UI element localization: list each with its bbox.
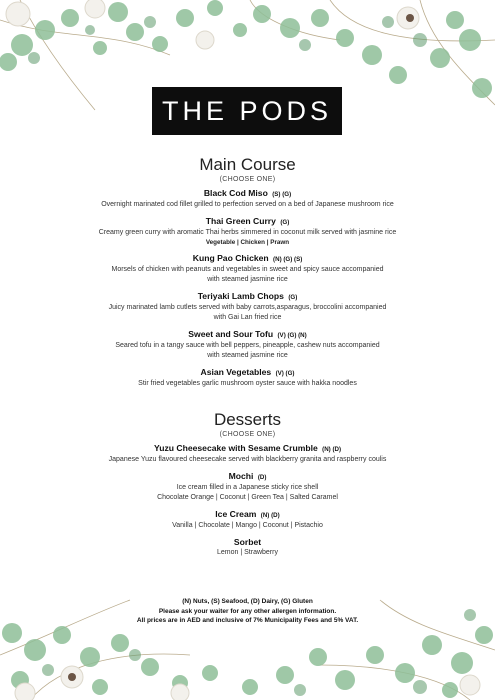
dish-name: Asian Vegetables — [200, 367, 272, 377]
dish-name: Sweet and Sour Tofu — [188, 329, 274, 339]
dish-name: Teriyaki Lamb Chops — [197, 291, 284, 301]
dish-options: Vegetable | Chicken | Prawn — [205, 239, 290, 246]
dish-description: Overnight marinated cod fillet grilled to perfection served on a bed of Japanese mushroom rice — [101, 201, 394, 208]
dish-tags: (N) (D) — [322, 446, 342, 453]
dish-sweet-and-sour-tofu — [20, 329, 475, 361]
eucalyptus-leaves-top — [0, 0, 492, 98]
dish-tags: (G) — [288, 294, 298, 301]
section-title-desserts: Desserts — [213, 410, 282, 429]
dish-tags: (G) — [280, 219, 290, 226]
dish-name: Yuzu Cheesecake with Sesame Crumble — [153, 443, 318, 453]
section-subtitle-desserts: (CHOOSE ONE) — [219, 431, 276, 438]
dish-asian-vegetables — [20, 367, 475, 389]
allergen-legend — [20, 597, 475, 626]
dish-tags: (N) (G) (S) — [273, 256, 303, 263]
cotton-flowers-bottom — [15, 666, 480, 700]
desserts-section — [20, 410, 475, 564]
restaurant-logo: THE PODS — [152, 87, 342, 135]
dish-tags: (D) — [257, 474, 267, 481]
dish-sorbet — [20, 537, 475, 558]
dish-thai-green-curry — [20, 216, 475, 247]
allergen-key: (N) Nuts, (S) Seafood, (D) Dairy, (G) Gluten — [182, 598, 313, 605]
section-title-main-course: Main Course — [199, 155, 296, 174]
dish-name: Mochi — [228, 471, 254, 481]
dish-name: Ice Cream — [215, 509, 257, 519]
eucalyptus-leaves-bottom — [2, 623, 493, 698]
dish-flavours: Lemon | Strawberry — [217, 549, 278, 556]
dish-description: with steamed jasmine rice — [207, 276, 288, 283]
dish-description: with steamed jasmine rice — [207, 352, 288, 359]
dish-description: Creamy green curry with aromatic Thai herbs simmered in coconut milk served with jasmine rice — [98, 229, 397, 236]
cotton-flowers-top — [6, 0, 419, 49]
dish-flavours: Vanilla | Chocolate | Mango | Coconut | Pistachio — [172, 522, 323, 529]
dark-leaves-top — [28, 16, 427, 64]
dish-tags: (V) (G) — [275, 370, 295, 377]
dish-description: Seared tofu in a tangy sauce with bell peppers, pineapple, cashew nuts accompanied — [115, 342, 380, 349]
dish-description: with Gai Lan fried rice — [213, 314, 282, 321]
dish-description: Japanese Yuzu flavoured cheesecake served with blackberry granita and raspberry coulis — [108, 456, 387, 463]
dish-teriyaki-lamb-chops — [20, 291, 475, 323]
dish-name: Black Cod Miso — [203, 188, 268, 198]
main-course-section — [20, 155, 475, 395]
dish-flavours: Chocolate Orange | Coconut | Green Tea | Salted Caramel — [157, 494, 338, 501]
dish-kung-pao-chicken — [20, 253, 475, 285]
dish-description: Stir fried vegetables garlic mushroom oyster sauce with hakka noodles — [138, 380, 357, 387]
section-subtitle-main-course: (CHOOSE ONE) — [219, 176, 276, 183]
dish-description: Morsels of chicken with peanuts and vegetables in sweet and spicy sauce accompanied — [111, 266, 384, 273]
waiter-note: Please ask your waiter for any other allergen information. — [158, 607, 337, 615]
dish-description: Ice cream filled in a Japanese sticky rice shell — [176, 484, 319, 491]
dish-black-cod-miso — [20, 188, 475, 210]
dish-yuzu-cheesecake — [20, 443, 475, 465]
dish-ice-cream — [20, 509, 475, 531]
dish-tags: (N) (D) — [260, 512, 280, 519]
dish-name: Sorbet — [233, 537, 262, 547]
dish-tags: (V) (G) (N) — [277, 332, 307, 339]
dish-tags: (S) (G) — [272, 191, 292, 198]
prices-note: All prices are in AED and inclusive of 7% Municipality Fees and 5% VAT. — [136, 617, 359, 624]
dish-description: Juicy marinated lamb cutlets served with baby carrots,asparagus, broccolini accompanied — [108, 304, 387, 311]
dish-name: Kung Pao Chicken — [192, 253, 269, 263]
dish-name: Thai Green Curry — [205, 216, 276, 226]
dish-mochi — [20, 471, 475, 503]
